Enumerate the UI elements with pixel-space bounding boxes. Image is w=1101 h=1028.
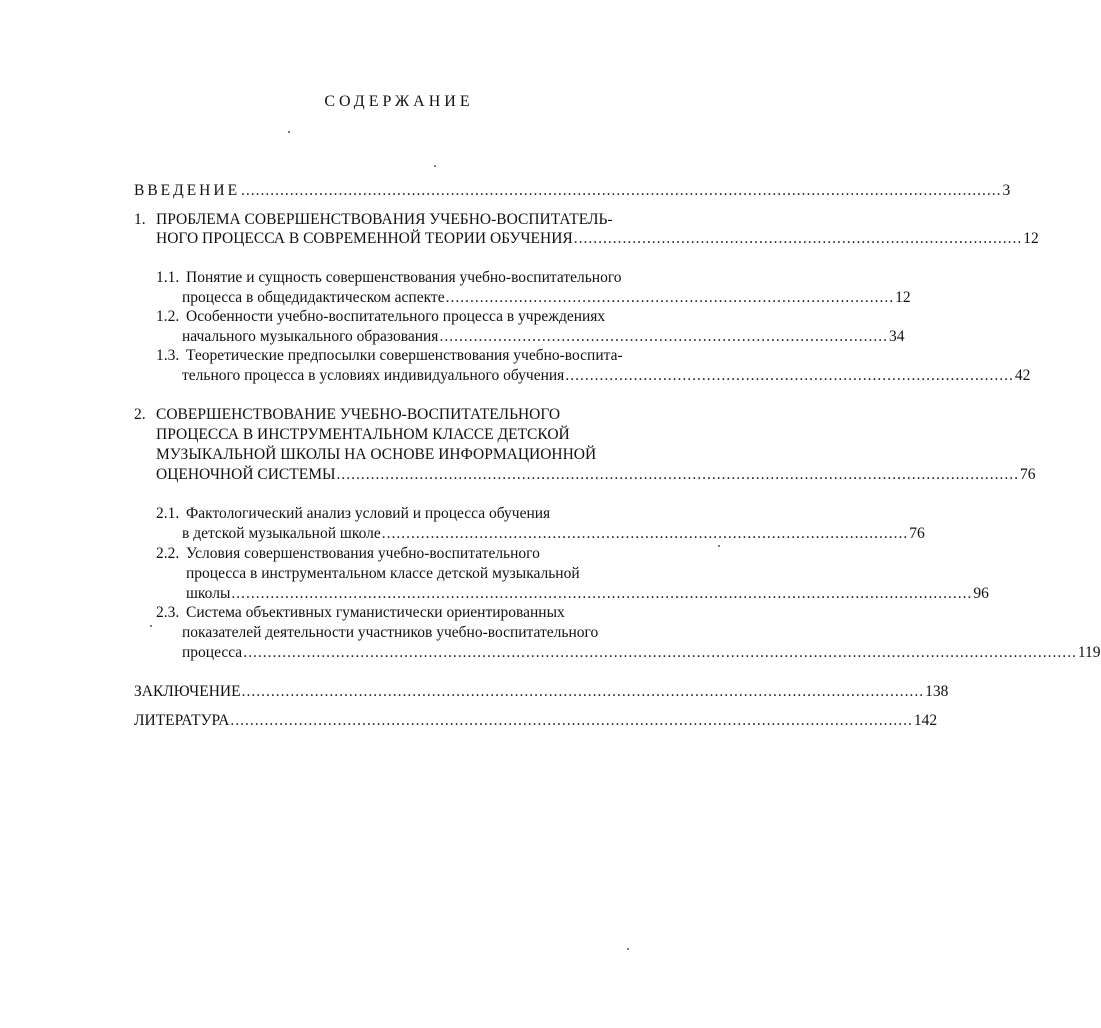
toc-page-number: 96	[973, 585, 989, 602]
toc-page-number: 12	[1023, 230, 1039, 247]
toc-entry-section-2-3	[182, 643, 1101, 662]
chapter-title-line: НОГО ПРОЦЕССА В СОВРЕМЕННОЙ ТЕОРИИ ОБУЧЕНИЯ	[156, 230, 573, 247]
section-title-line: показателей деятельности участников учебно-воспитательного	[182, 624, 599, 641]
section-title-line: Фактологический анализ условий и процесса обучения	[186, 505, 551, 522]
chapter-title-line: ПРОБЛЕМА СОВЕРШЕНСТВОВАНИЯ УЧЕБНО-ВОСПИТАТЕЛЬ-	[156, 211, 613, 228]
toc-entry-chapter-1	[156, 229, 1039, 248]
section-title-line: начального музыкального образования	[182, 328, 439, 345]
chapter-title-line: МУЗЫКАЛЬНОЙ ШКОЛЫ НА ОСНОВЕ ИНФОРМАЦИОННОЙ	[156, 446, 597, 463]
section-number: 2.2.	[156, 545, 180, 562]
section-number: 1.3.	[156, 347, 180, 364]
toc-entry-section-1-2	[182, 327, 905, 346]
dot-leader: ............................................................................................	[573, 230, 1023, 247]
toc-entry-conclusion	[134, 682, 949, 701]
dot-leader: ........................................................................................................................................................	[231, 585, 973, 602]
dot-leader: ............................................................................................................................................	[230, 712, 913, 729]
section-number: 2.1.	[156, 505, 180, 522]
toc-page-number: 142	[913, 712, 938, 729]
toc-page-number: 76	[1020, 466, 1036, 483]
section-title-line: процесса в общедидактическом аспекте	[182, 289, 445, 306]
chapter-title-line: ПРОЦЕССА В ИНСТРУМЕНТАЛЬНОМ КЛАССЕ ДЕТСКОЙ	[156, 426, 570, 443]
section-title-line: Условия совершенствования учебно-воспитательного	[186, 545, 540, 562]
dot-leader: ............................................................................................	[565, 367, 1014, 384]
section-title-line: школы	[186, 585, 231, 602]
section-title-line: Система объективных гуманистически ориентированных	[186, 604, 565, 621]
toc-page-number: 12	[895, 289, 911, 306]
toc-page-number: 34	[888, 328, 905, 345]
toc-entry-literature	[134, 711, 938, 730]
toc-entry-section-2-1	[182, 524, 925, 543]
section-title-line: Особенности учебно-воспитательного процесса в учреждениях	[186, 308, 606, 325]
section-title-line: процесса в инструментальном классе детской музыкальной	[186, 565, 580, 582]
scan-speck	[627, 948, 629, 950]
chapter-title-line: ОЦЕНОЧНОЙ СИСТЕМЫ	[156, 466, 336, 483]
section-title-line: процесса	[182, 644, 243, 661]
section-title-line: Теоретические предпосылки совершенствования учебно-воспита-	[186, 347, 623, 364]
scan-speck	[150, 625, 152, 627]
scan-speck	[718, 545, 720, 547]
toc-page-number: 119	[1077, 644, 1101, 661]
section-title-line: тельного процесса в условиях индивидуального обучения	[182, 367, 565, 384]
chapter-number: 2.	[134, 406, 146, 423]
chapter-number: 1.	[134, 211, 146, 228]
toc-entry-label: ВВЕДЕНИЕ	[134, 182, 241, 199]
section-title-line: в детской музыкальной школе	[182, 525, 381, 542]
section-number: 2.3.	[156, 604, 180, 621]
dot-leader: ............................................................................................................................................	[241, 683, 925, 700]
section-number: 1.2.	[156, 308, 180, 325]
dot-leader: ............................................................................................................................................	[336, 466, 1019, 483]
toc-page-number: 3	[1002, 182, 1011, 199]
dot-leader: ............................................................................................	[439, 328, 888, 345]
scan-speck	[288, 131, 290, 133]
toc-page-number: 138	[925, 683, 949, 700]
dot-leader: ...........................................................................................................................................................................	[243, 644, 1077, 661]
toc-entry-section-1-3	[182, 366, 1031, 385]
scan-speck	[434, 165, 436, 167]
toc-entry-section-2-2	[186, 584, 989, 603]
toc-entry-label: ЗАКЛЮЧЕНИЕ	[134, 683, 241, 700]
section-title-line: Понятие и сущность совершенствования учебно-воспитательного	[186, 269, 622, 286]
dot-leader: ............................................................................................................	[381, 525, 909, 542]
chapter-title-line: СОВЕРШЕНСТВОВАНИЕ УЧЕБНО-ВОСПИТАТЕЛЬНОГО	[156, 406, 561, 423]
toc-entry-label: ЛИТЕРАТУРА	[134, 712, 230, 729]
section-number: 1.1.	[156, 269, 180, 286]
dot-leader: ............................................................................................	[445, 289, 895, 306]
toc-page-number: 42	[1014, 367, 1031, 384]
toc-entry-section-1-1	[182, 288, 911, 307]
toc-entry-chapter-2	[156, 465, 1036, 484]
toc-page-number: 76	[909, 525, 925, 542]
toc-entry-intro	[134, 181, 1011, 200]
page-title: СОДЕРЖАНИЕ	[324, 93, 474, 110]
dot-leader: ............................................................................................................................................................	[241, 182, 1002, 199]
